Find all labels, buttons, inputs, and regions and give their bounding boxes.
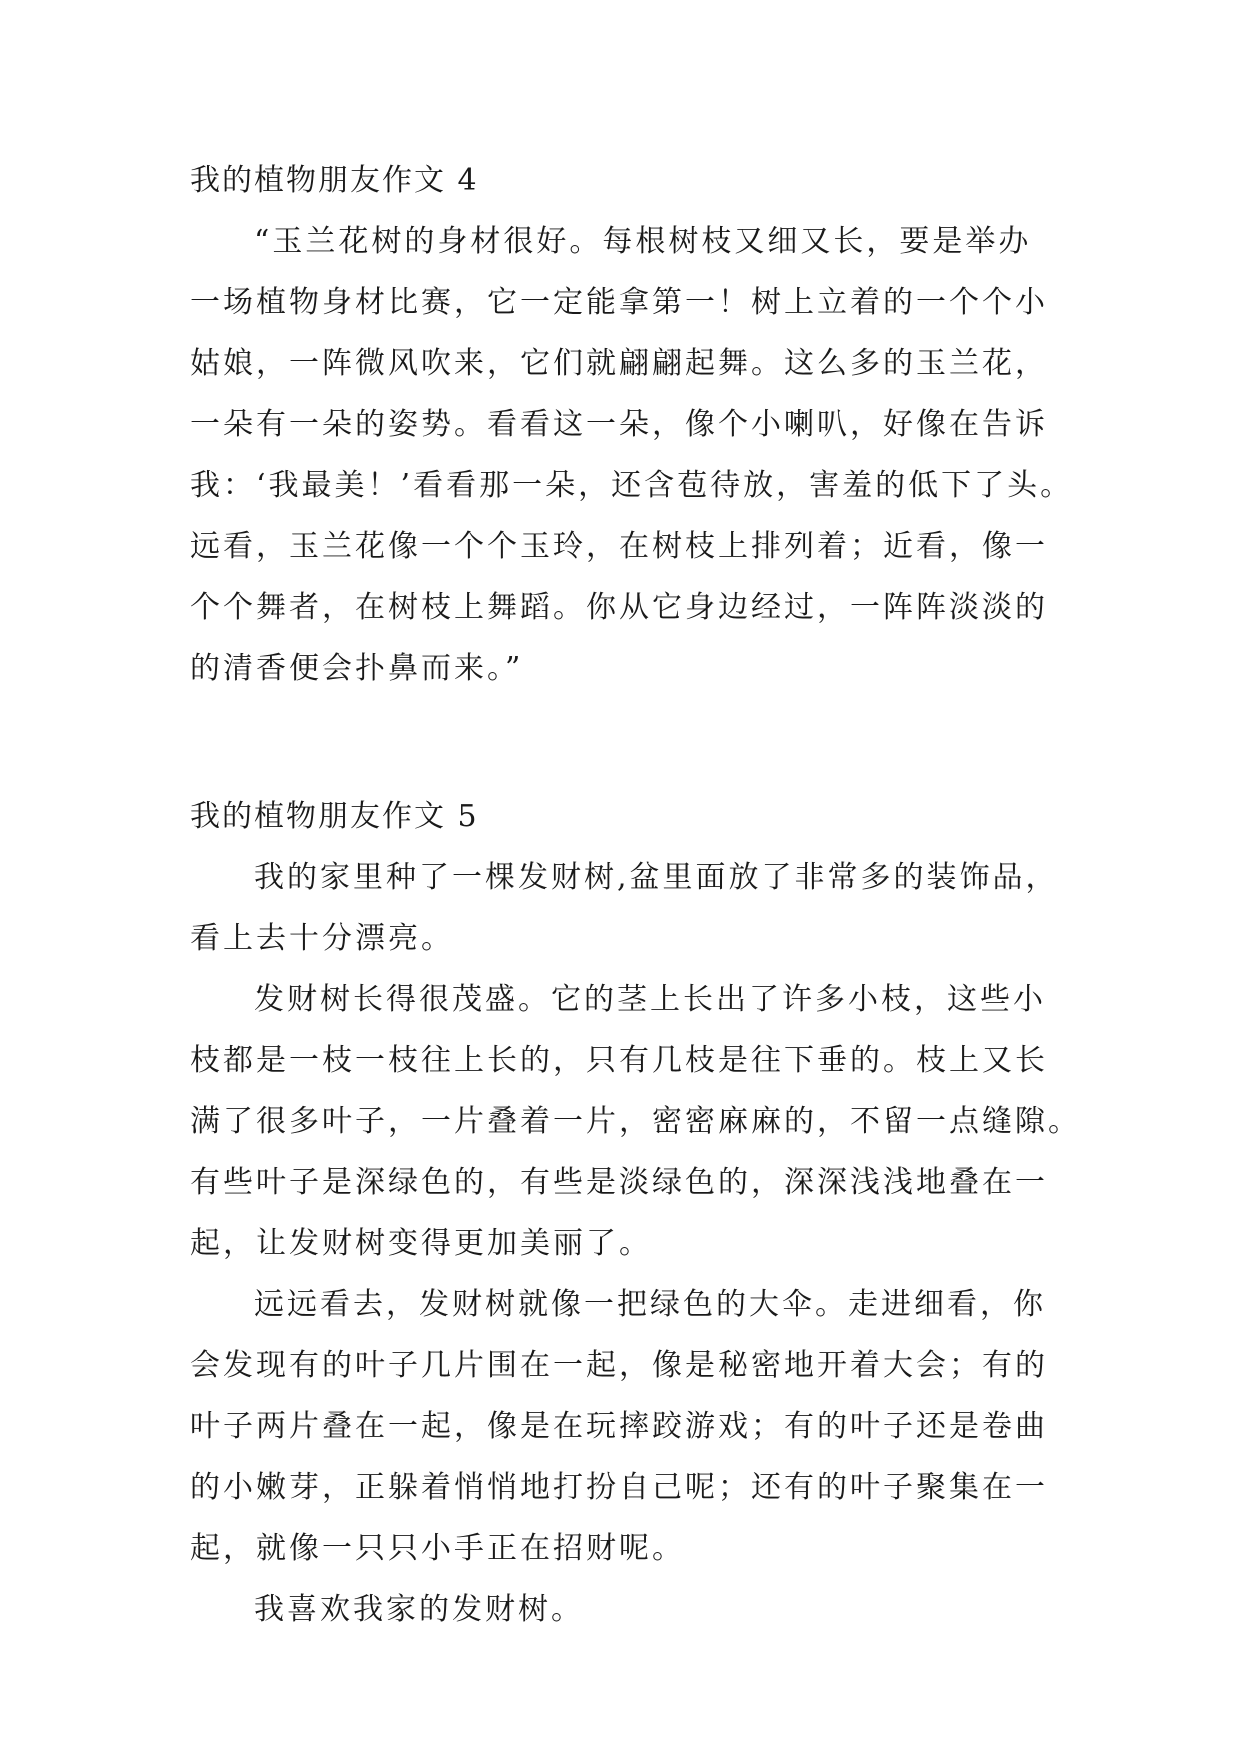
document-page bbox=[190, 150, 1081, 1640]
text-line: 我喜欢我家的发财树。 bbox=[254, 1592, 584, 1627]
text-line: 会发现有的叶子几片围在一起，像是秘密地开着大会；有的 bbox=[190, 1348, 1048, 1383]
section-spacer bbox=[190, 699, 1062, 786]
text-line: 个个舞者，在树枝上舞蹈。你从它身边经过，一阵阵淡淡的 bbox=[190, 590, 1048, 625]
text-line: 满了很多叶子，一片叠着一片，密密麻麻的，不留一点缝隙。 bbox=[190, 1104, 1081, 1139]
essay-5-title: 我的植物朋友作文 5 bbox=[190, 799, 479, 834]
essay-4-paragraph bbox=[190, 211, 1074, 699]
text-line: 的小嫩芽，正躲着悄悄地打扮自己呢；还有的叶子聚集在一 bbox=[190, 1470, 1048, 1505]
text-line: 起，让发财树变得更加美丽了。 bbox=[190, 1226, 652, 1261]
text-line: “玉兰花树的身材很好。每根树枝又细又长，要是举办 bbox=[254, 224, 1032, 259]
text-line: 有些叶子是深绿色的，有些是淡绿色的，深深浅浅地叠在一 bbox=[190, 1165, 1048, 1200]
essay-5-paragraph-1 bbox=[190, 847, 1062, 969]
essay-5-paragraph-4 bbox=[190, 1579, 1062, 1640]
text-line: 远看，玉兰花像一个个玉玲，在树枝上排列着；近看，像一 bbox=[190, 529, 1048, 564]
text-line: 我：‘我最美！’看看那一朵，还含苞待放，害羞的低下了头。 bbox=[190, 468, 1074, 503]
text-line: 叶子两片叠在一起，像是在玩摔跤游戏；有的叶子还是卷曲 bbox=[190, 1409, 1048, 1444]
text-line: 姑娘，一阵微风吹来，它们就翩翩起舞。这么多的玉兰花， bbox=[190, 346, 1048, 381]
text-line: 看上去十分漂亮。 bbox=[190, 921, 454, 956]
essay-4-title: 我的植物朋友作文 4 bbox=[190, 163, 479, 198]
text-line: 一场植物身材比赛，它一定能拿第一！树上立着的一个个小 bbox=[190, 285, 1048, 320]
essay-5-paragraph-2 bbox=[190, 969, 1081, 1274]
text-line: 远远看去，发财树就像一把绿色的大伞。走进细看，你 bbox=[254, 1287, 1046, 1322]
text-line: 的清香便会扑鼻而来。” bbox=[190, 651, 524, 686]
text-line: 我的家里种了一棵发财树,盆里面放了非常多的装饰品， bbox=[254, 860, 1059, 895]
text-line: 枝都是一枝一枝往上长的，只有几枝是往下垂的。枝上又长 bbox=[190, 1043, 1048, 1078]
text-line: 一朵有一朵的姿势。看看这一朵，像个小喇叭，好像在告诉 bbox=[190, 407, 1048, 442]
essay-5-paragraph-3 bbox=[190, 1274, 1062, 1579]
text-line: 发财树长得很茂盛。它的茎上长出了许多小枝，这些小 bbox=[254, 982, 1046, 1017]
text-line: 起，就像一只只小手正在招财呢。 bbox=[190, 1531, 685, 1566]
